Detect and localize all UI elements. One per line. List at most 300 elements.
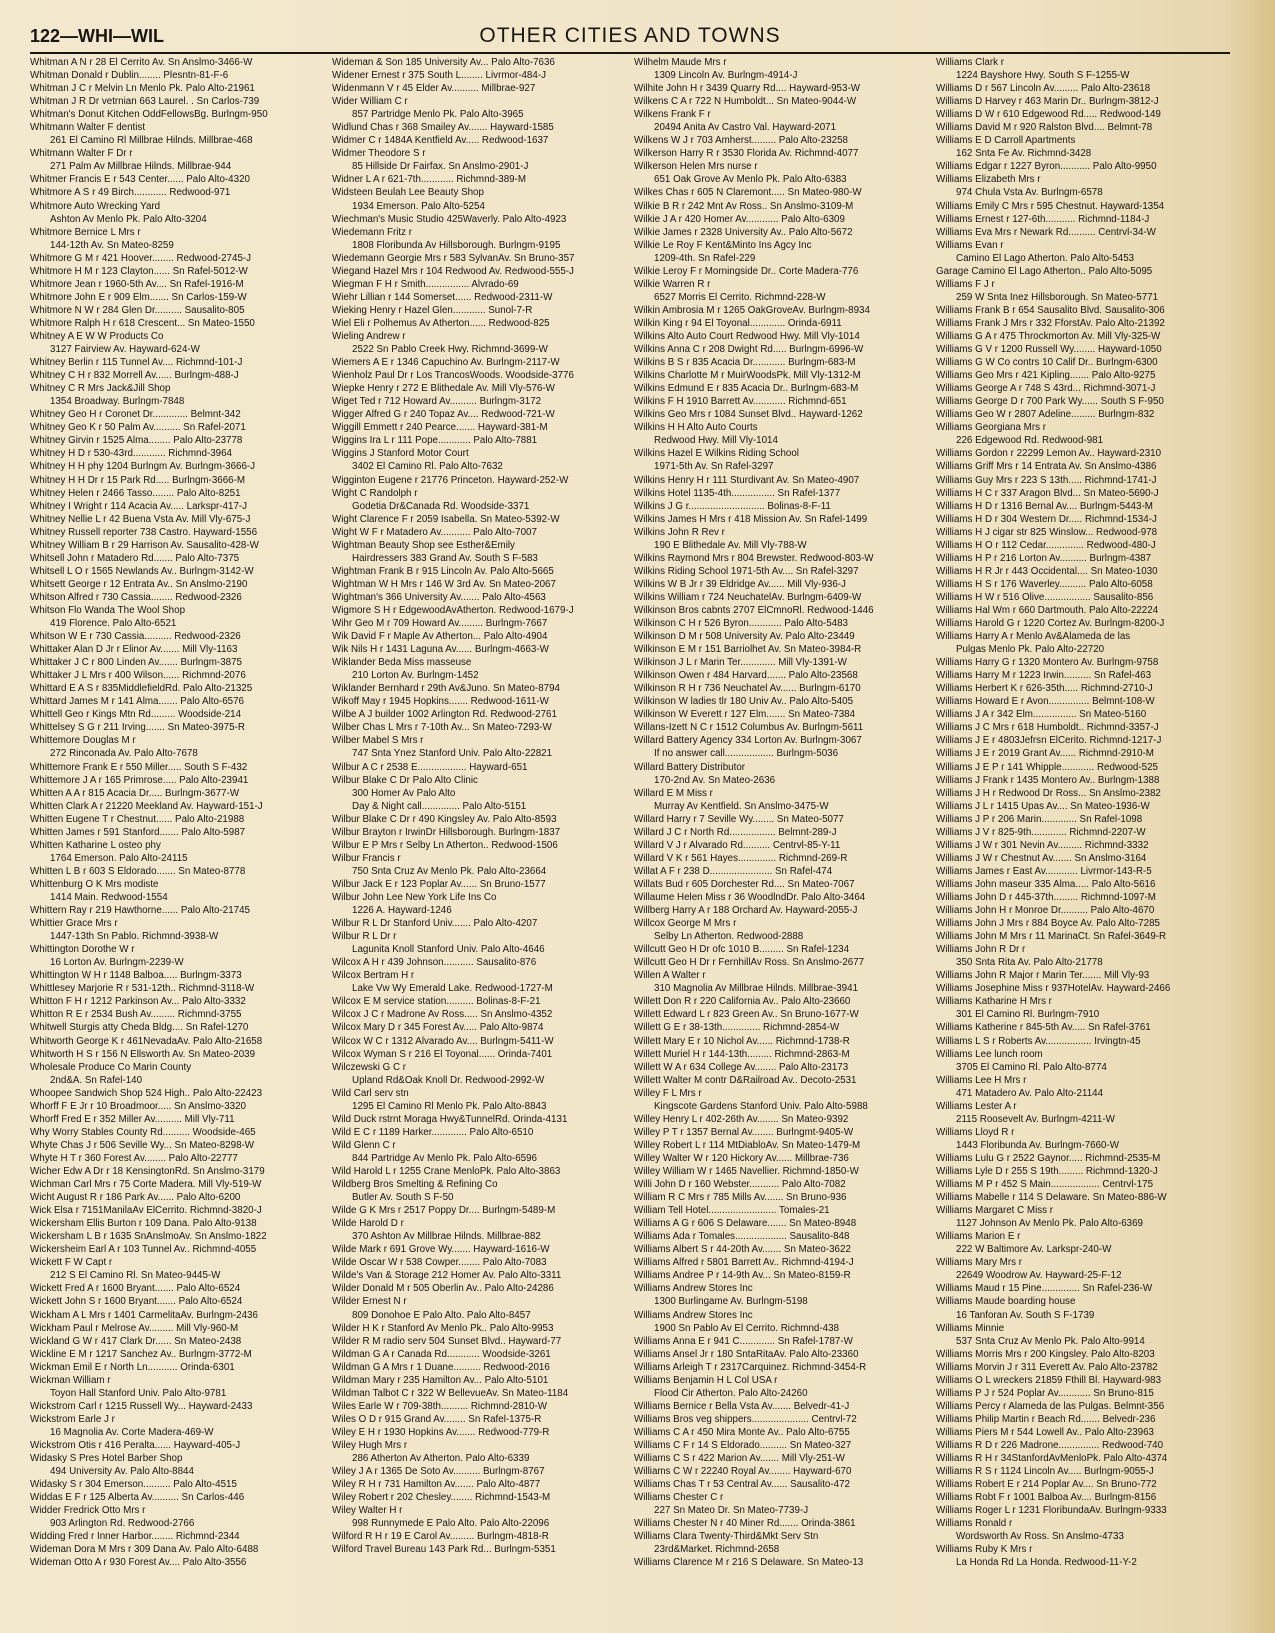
listing-entry: Williams Chester N r 40 Miner Rd....... Orinda-3861	[634, 1518, 856, 1530]
listing-entry: Williams Robert E r 214 Poplar Av.... Sn Bruno-772	[936, 1479, 1157, 1491]
listing-entry: Wilder Donald M r 505 Oberlin Av.. Palo Alto-24286	[332, 1283, 554, 1295]
listing-entry: Wightman Frank B r 915 Lincoln Av. Palo Alto-5665	[332, 565, 554, 577]
listing-entry-continuation: 350 Snta Rita Av. Palo Alto-21778	[956, 957, 1103, 969]
listing-entry: Wiggill Emmett r 240 Pearce....... Hayward-381-M	[332, 422, 548, 434]
listing-entry-continuation: 1354 Broadway. Burlngm-7848	[50, 396, 185, 408]
listing-entry: Williams Maude boarding house	[936, 1296, 1076, 1308]
listing-entry: Williams H O r 112 Cedar.............. Redwood-480-J	[936, 539, 1156, 551]
listing-entry: Williams C F r 14 S Eldorado.......... Sn Mateo-327	[634, 1439, 852, 1451]
listing-entry: Willett Don R r 220 California Av.. Palo Alto-23660	[634, 996, 851, 1008]
listing-entry: Whitney A E W W Products Co	[30, 330, 164, 342]
listing-entry-continuation: 300 Homer Av Palo Alto	[352, 787, 456, 799]
listing-entry: Wiley E H r 1930 Hopkins Av....... Redwood-779-R	[332, 1426, 550, 1438]
listing-entry: Whitney H H phy 1204 Burlngm Av. Burlngm-3666-J	[30, 461, 256, 473]
listing-entry: Whittaker Alan D Jr r Elinor Av....... Mill Vly-1163	[30, 644, 238, 656]
listing-entry: Willard V K r 561 Hayes.............. Richmnd-269-R	[634, 852, 848, 864]
listing-entry-continuation: 1309 Lincoln Av. Burlngm-4914-J	[654, 70, 798, 82]
listing-entry: Williams Lester A r	[936, 1100, 1017, 1112]
listing-entry-continuation: 1414 Main. Redwood-1554	[50, 892, 168, 903]
listing-entry-continuation: 301 El Camino Rl. Burlngm-7910	[956, 1009, 1100, 1021]
listing-entry: Wilkins Geo Mrs r 1084 Sunset Blvd.. Hayward-1262	[634, 409, 863, 421]
listing-entry: Wilkens C A r 722 N Humboldt... Sn Mateo-9044-W	[634, 96, 857, 108]
listing-entry: Willett Mary E r 10 Nichol Av...... Richmnd-1738-R	[634, 1035, 850, 1047]
listing-entry: Why Worry Stables County Rd.......... Woodside-465	[30, 1126, 256, 1138]
listing-entry: Widasky S r 304 Emerson.......... Palo Alto-4515	[30, 1479, 237, 1491]
listing-entry: Whitsett George r 12 Entrata Av.. Sn Anslmo-2190	[30, 578, 248, 590]
listing-entry: Wickett F W Capt r	[30, 1257, 113, 1269]
listing-entry: Whitmore Jean r 1960-5th Av.... Sn Rafel-1916-M	[30, 278, 244, 290]
listing-entry: Widmer C r 1484A Kentfield Av..... Redwood-1637	[332, 135, 549, 147]
listing-entry: Wiechman's Music Studio 425Waverly. Palo Alto-4923	[332, 213, 567, 225]
listing-entry: Williams H R Jr r 443 Occidental.... Sn Mateo-1030	[936, 565, 1158, 577]
listing-entry: Wilbur R L Dr Stanford Univ....... Palo Alto-4207	[332, 918, 538, 930]
listing-entry: Wiemers A E r 1346 Capuchino Av. Burlngm-2117-W	[332, 357, 560, 369]
listing-entry: Wiles Earle W r 709-38th.......... Richmnd-2810-W	[332, 1400, 548, 1412]
listing-entry: Whyte H T r 360 Forest Av........ Palo Alto-22777	[30, 1152, 238, 1164]
listing-entry: Whitman Donald r Dublin........ Plesntn-81-F-6	[30, 70, 229, 82]
listing-entry: Williams H D r 1316 Bernal Av.... Burlngm-5443-M	[936, 500, 1153, 512]
listing-entry: Williams Josephine Miss r 937HotelAv. Hayward-2466	[936, 983, 1171, 995]
listing-entry: Wiley J A r 1365 De Soto Av.......... Burlngm-8767	[332, 1466, 545, 1478]
listing-entry: Wiget Ted r 712 Howard Av.......... Burlngm-3172	[332, 396, 542, 408]
listing-entry: Wickman William r	[30, 1374, 111, 1386]
listing-entry: Williams J V r 825-9th............. Richmnd-2207-W	[936, 826, 1146, 838]
listing-entry: Wickett John S r 1600 Bryant....... Palo Alto-6524	[30, 1296, 243, 1308]
listing-entry: Wichman Carl Mrs r 75 Corte Madera. Mill Vly-519-W	[30, 1179, 262, 1191]
listing-entry: Wideman Dora M Mrs r 309 Dana Av. Palo Alto-6488	[30, 1544, 259, 1556]
listing-entry: Wilkens W J r 703 Amherst......... Palo Alto-23258	[634, 135, 848, 147]
listing-entry: Williams Harold G r 1220 Cortez Av. Burlngm-8200-J	[936, 618, 1165, 630]
listing-entry: Wilkinson Owen r 484 Harvard....... Palo Alto-23568	[634, 670, 858, 682]
listing-entry: Whitney H D r 530-43rd............ Richmnd-3964	[30, 448, 233, 460]
listing-entry: Williams J E P r 141 Whipple............ Redwood-525	[936, 761, 1158, 773]
listing-entry-continuation: Kingscote Gardens Stanford Univ. Palo Alto-5988	[654, 1100, 868, 1112]
listing-entry: Whittard E A S r 835MiddlefieldRd. Palo Alto-21325	[30, 683, 253, 695]
listing-entry: Williams H W r 516 Olive................. Sausalito-856	[936, 591, 1154, 603]
listing-entry: Williams J A r 342 Elm................ Sn Mateo-5160	[936, 709, 1147, 721]
listing-entry: Willaume Helen Miss r 36 WoodlndDr. Palo Alto-3464	[634, 892, 866, 903]
listing-entry: Whitman's Donut Kitchen OddFellowsBg. Burlngm-950	[30, 109, 268, 121]
listing-entry: Willett Muriel H r 144-13th......... Richmnd-2863-M	[634, 1048, 850, 1060]
listing-entry: Wilbur Francis r	[332, 852, 401, 864]
listing-entry: Willey Walter W r 120 Hickory Av...... Millbrae-736	[634, 1152, 849, 1164]
listing-entry: Whitmore Auto Wrecking Yard	[30, 200, 161, 212]
listing-entry: Whittemore Douglas M r	[30, 735, 136, 747]
listing-entry: Wilkie Leroy F r Morningside Dr.. Corte Madera-776	[634, 265, 859, 277]
listing-entry: Williams Margaret C Miss r	[936, 1205, 1054, 1217]
listing-entry: Williams R H r 34StanfordAvMenloPk. Palo Alto-4374	[936, 1453, 1168, 1465]
listing-entry: Willen A Walter r	[634, 970, 706, 982]
listing-entry: Wilkins Alto Auto Court Redwood Hwy. Mill Vly-1014	[634, 330, 860, 342]
listing-entry-continuation: Selby Ln Atherton. Redwood-2888	[654, 931, 804, 943]
listing-entry: Wilkinson R H r 736 Neuchatel Av...... Burlngm-6170	[634, 683, 861, 695]
listing-entry: Whitson Alfred r 730 Cassia........ Redwood-2326	[30, 591, 242, 603]
listing-entry: Wilbur A C r 2538 E.................. Hayward-651	[332, 761, 528, 773]
listing-entry: Wideman & Son 185 University Av... Palo Alto-7636	[332, 57, 555, 68]
listing-entry: Wiegman F H r Smith................ Alvrado-69	[332, 278, 519, 290]
listing-entry: Wilhelm Maude Mrs r	[634, 57, 727, 68]
listing-entry: Wilkinson C H r 526 Byron............ Palo Alto-5483	[634, 618, 848, 630]
listing-entry: Wilkins Raymond Mrs r 804 Brewster. Redwood-803-W	[634, 552, 874, 564]
listing-entry: Wick Elsa r 7151ManilaAv ElCerrito. Richmnd-3820-J	[30, 1205, 262, 1217]
listing-entry-continuation: Redwood Hwy. Mill Vly-1014	[654, 435, 778, 447]
listing-entry: Wilder H K r Stanford Av Menlo Pk.. Palo Alto-9953	[332, 1322, 554, 1334]
listing-entry: Williams Clarence M r 216 S Delaware. Sn Mateo-13	[634, 1557, 864, 1569]
listing-entry-continuation: 310 Magnolia Av Millbrae Hilnds. Millbrae-3941	[654, 983, 859, 995]
listing-entry-continuation: 222 W Baltimore Av. Larkspr-240-W	[956, 1244, 1112, 1256]
listing-entry-continuation: 809 Donohoe E Palo Alto. Palo Alto-8457	[352, 1309, 531, 1321]
listing-entry: Wilkins Anna C r 208 Dwight Rd..... Burlngm-6996-W	[634, 344, 864, 356]
listing-entry: Wiley Hugh Mrs r	[332, 1439, 408, 1451]
listing-entry: Williams D Harvey r 463 Marin Dr.. Burlngm-3812-J	[936, 96, 1159, 108]
listing-entry: Willat A F r 238 D....................... Sn Rafel-474	[634, 865, 833, 877]
listing-entry: Wigger Alfred G r 240 Topaz Av.... Redwood-721-W	[332, 409, 555, 421]
listing-entry: Williams G V r 1200 Russell Wy........ Hayward-1050	[936, 344, 1162, 356]
listing-entry: Whoopee Sandwich Shop 524 High.. Palo Alto-22423	[30, 1087, 263, 1099]
listing-entry-continuation: Day & Night call.............. Palo Alto-5151	[352, 800, 527, 812]
listing-entry: Wilkie B R r 242 Mnt Av Ross.. Sn Anslmo-3109-M	[634, 200, 854, 212]
listing-entry-continuation: 1764 Emerson. Palo Alto-24115	[50, 852, 188, 864]
listing-entry-continuation: Flood Cir Atherton. Palo Alto-24260	[654, 1387, 808, 1399]
listing-entry: Williams Roger L r 1231 FloribundaAv. Burlngm-9333	[936, 1505, 1167, 1517]
listing-entry: Williams Mary Mrs r	[936, 1257, 1022, 1269]
listing-entry: Wilkins William r 724 NeuchatelAv. Burlngm-6409-W	[634, 591, 862, 603]
listing-entry: Whitney Nellie L r 42 Buena Vsta Av. Mill Vly-675-J	[30, 513, 251, 525]
listing-entry: Wilcox E M service station.......... Bolinas-8-F-21	[332, 996, 541, 1008]
listing-entry: Wilcox Mary D r 345 Forest Av..... Palo Alto-9874	[332, 1022, 544, 1034]
listing-entry-continuation: 6527 Morris El Cerrito. Richmnd-228-W	[654, 291, 826, 303]
listing-entry: Wieling Andrew r	[332, 330, 406, 342]
listing-entry: Widmer Theodore S r	[332, 148, 426, 160]
listing-entry: Wiley R H r 731 Hamilton Av....... Palo Alto-4877	[332, 1479, 541, 1491]
listing-entry: Wilkin King r 94 El Toyonal............. Orinda-6911	[634, 317, 842, 329]
listing-entry: Williams Andree P r 14-9th Av... Sn Mateo-8159-R	[634, 1270, 851, 1282]
listing-entry: Wilkin Ambrosia M r 1265 OakGroveAv. Burlngm-8934	[634, 304, 870, 316]
listing-entry: Whorff Fred E r 352 Miller Av.......... Mill Vly-711	[30, 1113, 235, 1125]
listing-entry-continuation: 471 Matadero Av. Palo Alto-21144	[956, 1087, 1104, 1099]
listing-entry: Wikoff May r 1945 Hopkins....... Redwood-1611-W	[332, 696, 549, 708]
listing-entry-continuation: 162 Snta Fe Av. Richmnd-3428	[956, 148, 1092, 160]
listing-entry-continuation: Hairdressers 383 Grand Av. South S F-583	[352, 552, 538, 564]
listing-entry: Wiklander Beda Miss masseuse	[332, 657, 472, 669]
listing-entry: Williams Eva Mrs r Newark Rd.......... Centrvl-34-W	[936, 226, 1156, 238]
listing-entry: Williams C W r 22240 Royal Av........ Hayward-670	[634, 1466, 852, 1478]
listing-entry: Wilkins James H Mrs r 418 Mission Av. Sn Rafel-1499	[634, 513, 868, 525]
listing-entry: Wickstrom Carl r 1215 Russell Wy... Hayward-2433	[30, 1400, 253, 1412]
listing-entry-continuation: 271 Palm Av Millbrae Hilnds. Millbrae-944	[50, 161, 232, 173]
listing-entry: Williams J C Mrs r 618 Humboldt.. Richmnd-3357-J	[936, 722, 1159, 734]
listing-entry: Williams Herbert K r 626-35th..... Richmnd-2710-J	[936, 683, 1153, 695]
listing-entry: Wight Clarence F r 2059 Isabella. Sn Mateo-5392-W	[332, 513, 560, 525]
listing-entry: Williams Harry G r 1320 Montero Av. Burlngm-9758	[936, 657, 1159, 669]
listing-entry: Wilkinson E M r 151 Barriolhet Av. Sn Mateo-3984-R	[634, 644, 862, 656]
listing-entry: Williams Philip Martin r Beach Rd....... Belvedr-236	[936, 1413, 1156, 1425]
listing-entry: Wilkinson Bros cabnts 2707 ElCmnoRl. Redwood-1446	[634, 604, 874, 616]
listing-entry: Willett Edward L r 823 Green Av.. Sn Bruno-1677-W	[634, 1009, 859, 1021]
listing-entry: Willberg Harry A r 188 Orchard Av. Hayward-2055-J	[634, 905, 858, 917]
listing-entry: Willats Bud r 605 Dorchester Rd.... Sn Mateo-7067	[634, 878, 855, 890]
listing-entry: Wilcox Bertram H r	[332, 970, 415, 982]
listing-entry: Willey Henry L r 402-26th Av........ Sn Mateo-9392	[634, 1113, 849, 1125]
listing-entry: Williams John J Mrs r 884 Boyce Av. Palo Alto-7285	[936, 918, 1160, 930]
listing-entry-continuation: 419 Florence. Palo Alto-6521	[50, 618, 177, 630]
listing-entry: Whittern Ray r 219 Hawthorne...... Palo Alto-21745	[30, 905, 250, 917]
listing-entry: Wilkie J A r 420 Homer Av............ Palo Alto-6309	[634, 213, 845, 225]
listing-entry: Wilczewski G C r	[332, 1061, 407, 1073]
listing-entry: Williams Evan r	[936, 239, 1004, 251]
listing-entry: Whittemore J A r 165 Primrose..... Palo Alto-23941	[30, 774, 249, 786]
listing-entry-continuation: 22649 Woodrow Av. Hayward-25-F-12	[956, 1270, 1122, 1282]
listing-entry: Wilber Chas L Mrs r 7-10th Av... Sn Mateo-7293-W	[332, 722, 552, 734]
listing-entry: Wilkins Hotel 1135-4th................ Sn Rafel-1377	[634, 487, 841, 499]
listing-entry: Whittell Geo r Kings Mtn Rd......... Woodside-214	[30, 709, 242, 721]
listing-entry-continuation: Murray Av Kentfield. Sn Anslmo-3475-W	[654, 800, 829, 812]
listing-entry: Wilcox W C r 1312 Alvarado Av.... Burlngm-5411-W	[332, 1035, 554, 1047]
listing-entry: Williams Katharine H Mrs r	[936, 996, 1052, 1008]
listing-entry: Wilde's Van & Storage 212 Homer Av. Palo Alto-3311	[332, 1270, 562, 1282]
listing-column-3	[634, 56, 928, 1626]
listing-entry: Williams Anna E r 941 C............. Sn Rafel-1787-W	[634, 1335, 853, 1347]
listing-entry: Williams Frank J Mrs r 332 FforstAv. Palo Alto-21392	[936, 317, 1165, 329]
listing-entry-continuation: 227 Sn Mateo Dr. Sn Mateo-7739-J	[654, 1505, 809, 1517]
listing-entry: Wilbur Brayton r IrwinDr Hillsborough. Burlngm-1837	[332, 826, 561, 838]
listing-entry: Wickersheim Earl A r 103 Tunnel Av.. Richmnd-4055	[30, 1244, 257, 1256]
listing-entry-continuation: 857 Partridge Menlo Pk. Palo Alto-3965	[352, 109, 524, 121]
listing-entry: Williams Guy Mrs r 223 S 13th..... Richmnd-1741-J	[936, 474, 1157, 486]
listing-entry: Wiel Eli r Polhemus Av Atherton...... Redwood-825	[332, 317, 550, 329]
listing-entry: Whitney I Wright r 114 Acacia Av..... Larkspr-417-J	[30, 500, 248, 512]
listing-entry: Williams C A r 450 Mira Monte Av.. Palo Alto-6755	[634, 1426, 850, 1438]
listing-entry-continuation: 1224 Bayshore Hwy. South S F-1255-W	[956, 70, 1130, 82]
listing-entry: Williams Harry A r Menlo Av&Alameda de las	[936, 631, 1131, 643]
listing-entry: Whittaker J L Mrs r 400 Wilson...... Richmnd-2076	[30, 670, 246, 682]
listing-entry: Williams Edgar r 1227 Byron........... Palo Alto-9950	[936, 161, 1157, 173]
listing-entry: Williams Gordon r 22299 Lemon Av.. Hayward-2310	[936, 448, 1162, 460]
listing-entry: Wickstrom Earle J r	[30, 1413, 115, 1425]
listing-entry: William Tell Hotel......................... Tomales-21	[634, 1205, 830, 1217]
listing-entry: Whitmer Francis E r 543 Center...... Palo Alto-4320	[30, 174, 250, 186]
listing-entry: Whittington Dorothe W r	[30, 944, 135, 956]
listing-entry: Widlund Chas r 368 Smailey Av....... Hayward-1585	[332, 122, 554, 134]
listing-entry: Williams John M Mrs r 11 MarinaCt. Sn Rafel-3649-R	[936, 931, 1167, 943]
listing-entry: Wiegand Hazel Mrs r 104 Redwood Av. Redwood-555-J	[332, 265, 574, 277]
listing-entry: Williams Percy r Alameda de las Pulgas. Belmnt-356	[936, 1400, 1165, 1412]
listing-entry: Wik Nils H r 1431 Laguna Av...... Burlngm-4663-W	[332, 644, 549, 656]
listing-entry: Williams E D Carroll Apartments	[936, 135, 1076, 147]
listing-entry-continuation: 259 W Snta Inez Hillsborough. Sn Mateo-5771	[956, 291, 1159, 303]
listing-entry-continuation: 2115 Roosevelt Av. Burlngm-4211-W	[956, 1113, 1115, 1125]
listing-entry: Widenmann V r 45 Elder Av.......... Millbrae-927	[332, 83, 536, 95]
listing-entry: Williams Alfred r 5801 Barrett Av.. Richmnd-4194-J	[634, 1257, 854, 1269]
listing-entry: Willett W A r 634 College Av........ Palo Alto-23173	[634, 1061, 849, 1073]
listing-entry: Willard Harry r 7 Seville Wy........ Sn Mateo-5077	[634, 813, 844, 825]
listing-entry: Williams J E r 2019 Grant Av...... Richmnd-2910-M	[936, 748, 1154, 760]
listing-entry: Wilder Ernest N r	[332, 1296, 407, 1308]
listing-entry: Williams Lloyd R r	[936, 1126, 1015, 1138]
listing-entry-continuation: 210 Lorton Av. Burlngm-1452	[352, 670, 479, 682]
listing-columns	[30, 56, 1230, 1626]
listing-entry: Wilkerson Harry R r 3530 Florida Av. Richmnd-4077	[634, 148, 859, 160]
listing-entry-continuation: 16 Tanforan Av. South S F-1739	[956, 1309, 1095, 1321]
listing-entry: Williams D W r 610 Edgewood Rd..... Redwood-149	[936, 109, 1161, 121]
listing-entry: Wilbur E P Mrs r Selby Ln Atherton.. Redwood-1506	[332, 839, 558, 851]
listing-column-2	[332, 56, 626, 1626]
listing-entry-continuation: 144-12th Av. Sn Mateo-8259	[50, 239, 174, 251]
listing-entry: Whitten A A r 815 Acacia Dr..... Burlngm-3677-W	[30, 787, 240, 799]
listing-entry-continuation: 1447-13th Sn Pablo. Richmnd-3938-W	[50, 931, 219, 943]
listing-entry: Wilkins Riding School 1971-5th Av.... Sn Rafel-3297	[634, 565, 859, 577]
listing-entry: Wickline E M r 1217 Sanchez Av.. Burlngm-3772-M	[30, 1348, 252, 1360]
listing-entry: Williams John R Major r Marin Ter....... Mill Vly-93	[936, 970, 1150, 982]
listing-entry: Wild Carl serv stn	[332, 1087, 409, 1099]
listing-entry: Williams R D r 226 Madrone............... Redwood-740	[936, 1439, 1164, 1451]
listing-entry-continuation: 370 Ashton Av Millbrae Hilnds. Millbrae-882	[352, 1231, 541, 1243]
listing-entry-continuation: 20494 Anita Av Castro Val. Hayward-2071	[654, 122, 837, 134]
listing-entry: Wickstrom Otis r 416 Peralta...... Hayward-405-J	[30, 1439, 241, 1451]
listing-entry: Williams John maseur 335 Alma..... Palo Alto-5616	[936, 878, 1156, 890]
listing-entry: Wider William C r	[332, 96, 408, 108]
listing-entry: Wickett Fred A r 1600 Bryant....... Palo Alto-6524	[30, 1283, 241, 1295]
listing-entry: Widasky S Pres Hotel Barber Shop	[30, 1453, 183, 1465]
section-title: OTHER CITIES AND TOWNS	[479, 24, 781, 47]
listing-entry: Whittelsey S G r 211 Irving....... Sn Mateo-3975-R	[30, 722, 245, 734]
listing-entry-continuation: If no answer call.................. Burlngm-5036	[654, 748, 839, 760]
listing-entry: Wilkie Warren R r	[634, 278, 711, 290]
listing-entry: Wiedemann Fritz r	[332, 226, 413, 238]
listing-entry: Williams R S r 1124 Lincoln Av..... Burlngm-9055-J	[936, 1466, 1154, 1478]
listing-entry: Whitney Russell reporter 738 Castro. Hayward-1556	[30, 526, 258, 538]
listing-entry: Williams Katherine r 845-5th Av..... Sn Rafel-3761	[936, 1022, 1151, 1034]
listing-entry-continuation: 1127 Johnson Av Menlo Pk. Palo Alto-6369	[956, 1218, 1143, 1230]
listing-entry: Wilkie Le Roy F Kent&Minto Ins Agcy Inc	[634, 239, 812, 251]
listing-entry: Wilcox Wyman S r 216 El Toyonal...... Orinda-7401	[332, 1048, 553, 1060]
listing-entry-continuation: Butler Av. South S F-50	[352, 1192, 454, 1204]
listing-entry-continuation: Upland Rd&Oak Knoll Dr. Redwood-2992-W	[352, 1074, 545, 1086]
listing-entry: Whittaker J C r 800 Linden Av....... Burlngm-3875	[30, 657, 243, 669]
listing-entry-continuation: La Honda Rd La Honda. Redwood-11-Y-2	[956, 1557, 1137, 1569]
listing-entry: Wilde Mark r 691 Grove Wy....... Hayward-1616-W	[332, 1244, 550, 1256]
listing-entry: Wilbur John Lee New York Life Ins Co	[332, 892, 497, 903]
listing-entry-continuation: 85 Hillside Dr Fairfax. Sn Anslmo-2901-J	[352, 161, 529, 173]
listing-entry-continuation: 1226 A. Hayward-1246	[352, 905, 452, 917]
listing-entry: Whitney C R Mrs Jack&Jill Shop	[30, 383, 171, 395]
listing-entry: Williams O L wreckers 21859 Fthill Bl. Hayward-983	[936, 1374, 1162, 1386]
listing-entry: Wildman G A Mrs r 1 Duane.......... Redwood-2016	[332, 1361, 550, 1373]
listing-entry: Wiehr Lillian r 144 Somerset...... Redwood-2311-W	[332, 291, 553, 303]
listing-entry-continuation: 23rd&Market. Richmnd-2658	[654, 1544, 780, 1556]
listing-entry: Wildman G A r Canada Rd............ Woodside-3261	[332, 1348, 551, 1360]
listing-entry: Widder Fredrick Otto Mrs r	[30, 1505, 146, 1517]
listing-entry: Wildman Talbot C r 322 W BellevueAv. Sn Mateo-1184	[332, 1387, 569, 1399]
listing-entry: Whitmore N W r 284 Glen Dr.......... Sausalito-805	[30, 304, 245, 316]
listing-entry: Whitten Clark A r 21220 Meekland Av. Hayward-151-J	[30, 800, 263, 812]
listing-entry: Willard E M Miss r	[634, 787, 713, 799]
listing-entry: Wideman Otto A r 930 Forest Av.... Palo Alto-3556	[30, 1557, 247, 1569]
listing-entry: Whitman A N r 28 El Cerrito Av. Sn Anslmo-3466-W	[30, 57, 253, 68]
listing-entry: Wilhite John H r 3439 Quarry Rd.... Hayward-953-W	[634, 83, 860, 95]
listing-entry: Williams A G r 606 S Delaware....... Sn Mateo-8948	[634, 1218, 857, 1230]
listing-entry: Wigginton Eugene r 21776 Princeton. Hayward-252-W	[332, 474, 569, 486]
listing-entry: Williams H D r 304 Western Dr..... Richmnd-1534-J	[936, 513, 1157, 525]
listing-entry: Willey P T r 1357 Bernal Av........ Burlngmt-9405-W	[634, 1126, 854, 1138]
listing-entry-continuation: 272 Rinconada Av. Palo Alto-7678	[50, 748, 198, 760]
listing-entry: Garage Camino El Lago Atherton.. Palo Alto-5095	[936, 265, 1153, 277]
listing-entry-continuation: Lagunita Knoll Stanford Univ. Palo Alto-4646	[352, 944, 545, 956]
listing-entry: Williams Andrew Stores Inc	[634, 1309, 753, 1321]
listing-entry: Whitney Helen r 2466 Tasso........ Palo Alto-8251	[30, 487, 241, 499]
listing-entry: Widener Ernest r 375 South L........ Livrmor-484-J	[332, 70, 546, 82]
listing-entry: Wilbe A J builder 1002 Arlington Rd. Redwood-2761	[332, 709, 557, 721]
listing-entry: Williams J L r 1415 Upas Av.... Sn Mateo-1936-W	[936, 800, 1150, 812]
listing-entry: Wiles O D r 915 Grand Av........ Sn Rafel-1375-R	[332, 1413, 542, 1425]
listing-entry: Whitten Katharine L osteo phy	[30, 839, 161, 851]
page-header	[30, 22, 1230, 54]
listing-entry-continuation: 16 Lorton Av. Burlngm-2239-W	[50, 957, 184, 969]
listing-entry: Williams James r East Av............ Livrmor-143-R-5	[936, 865, 1152, 877]
listing-entry: Whittenburg O K Mrs modiste	[30, 878, 159, 890]
listing-entry: Williams Clark r	[936, 57, 1005, 68]
listing-entry: Whorff F E Jr r 10 Broadmoor..... Sn Anslmo-3320	[30, 1100, 246, 1112]
listing-entry: Williams Robt F r 1001 Balboa Av.... Burlngm-8156	[936, 1492, 1157, 1504]
listing-entry: Wilkins Henry H r 111 Sturdivant Av. Sn Mateo-4907	[634, 474, 860, 486]
listing-entry: Wilkins H H Alto Auto Courts	[634, 422, 758, 434]
listing-entry: Whitmore Bernice L Mrs r	[30, 226, 141, 238]
listing-entry: Willett Walter M contr D&Railroad Av.. Decoto-2531	[634, 1074, 857, 1086]
listing-entry: Wightman W H Mrs r 146 W 3rd Av. Sn Mateo-2067	[332, 578, 556, 590]
listing-entry: Williams Maud r 15 Pine.............. Sn Rafel-236-W	[936, 1283, 1153, 1295]
listing-entry-continuation: 844 Partridge Av Menlo Pk. Palo Alto-6596	[352, 1152, 537, 1164]
listing-entry: Williams George A r 748 S 43rd... Richmnd-3071-J	[936, 383, 1156, 395]
listing-entry-continuation: Wordsworth Av Ross. Sn Anslmo-4733	[956, 1531, 1124, 1543]
listing-entry: Wight C Randolph r	[332, 487, 418, 499]
listing-entry: Williams Frank B r 654 Sausalito Blvd. Sausalito-306	[936, 304, 1165, 316]
listing-entry: Willey F L Mrs r	[634, 1087, 702, 1099]
listing-entry: Wilkins Hazel E Wilkins Riding School	[634, 448, 799, 460]
listing-entry-continuation: 3705 El Camino Rl. Palo Alto-8774	[956, 1061, 1107, 1073]
listing-entry: Wilkes Chas r 605 N Claremont..... Sn Mateo-980-W	[634, 187, 862, 199]
listing-entry: Williams Arleigh T r 2317Carquinez. Richmnd-3454-R	[634, 1361, 867, 1373]
listing-entry: Williams Elizabeth Mrs r	[936, 174, 1041, 186]
listing-entry: Widner L A r 621-7th............ Richmnd-389-M	[332, 174, 527, 186]
listing-entry: Whitney Girvin r 1525 Alma........ Palo Alto-23778	[30, 435, 243, 447]
listing-entry: Williams G W Co contrs 10 Calif Dr.. Burlngm-6300	[936, 357, 1158, 369]
listing-entry: Williams Ronald r	[936, 1518, 1013, 1530]
listing-entry: Williams P J r 524 Poplar Av............ Sn Bruno-815	[936, 1387, 1154, 1399]
listing-entry: Willey Robert L r 114 MtDiabloAv. Sn Mateo-1479-M	[634, 1139, 861, 1151]
listing-entry: Widdas E F r 125 Alberta Av.......... Sn Carlos-446	[30, 1492, 245, 1504]
listing-entry: Wickersham Ellis Burton r 109 Dana. Palo Alto-9138	[30, 1218, 257, 1230]
listing-entry-continuation: 1971-5th Av. Sn Rafel-3297	[654, 461, 774, 473]
listing-entry: Williams Ruby K Mrs r	[936, 1544, 1033, 1556]
listing-entry: Wightman Beauty Shop see Esther&Emily	[332, 539, 515, 551]
listing-entry: Whitman J R Dr vetrnian 663 Laurel. . Sn Carlos-739	[30, 96, 260, 108]
listing-entry: Williams Howard E r Avon............... Belmnt-108-W	[936, 696, 1155, 708]
listing-entry: Williams J W r 301 Nevin Av......... Richmnd-3332	[936, 839, 1149, 851]
listing-entry: Williams Bros veg shippers..................... Centrvl-72	[634, 1413, 857, 1425]
listing-entry: Williams Geo Mrs r 421 Kipling....... Palo Alto-9275	[936, 370, 1156, 382]
listing-entry-continuation: 1934 Emerson. Palo Alto-5254	[352, 200, 485, 212]
listing-entry: Williams G A r 475 Throckmorton Av. Mill Vly-325-W	[936, 330, 1161, 342]
listing-entry: Wilford Travel Bureau 143 Park Rd... Burlngm-5351	[332, 1544, 556, 1556]
listing-entry-continuation: 998 Runnymede E Palo Alto. Palo Alto-22096	[352, 1518, 550, 1530]
listing-entry: Wholesale Produce Co Marin County	[30, 1061, 192, 1073]
listing-entry: Wild Glenn C r	[332, 1139, 396, 1151]
listing-entry: Wilkinson D M r 508 University Av. Palo Alto-23449	[634, 631, 855, 643]
page-number: 122—WHI—WIL	[30, 26, 165, 46]
listing-entry: Wienholz Paul Dr r Los TrancosWoods. Woodside-3776	[332, 370, 574, 382]
listing-entry: Williams M P r 452 S Main.................. Centrvl-175	[936, 1179, 1154, 1191]
listing-entry: Whittemore Frank E r 550 Miller..... South S F-432	[30, 761, 248, 773]
